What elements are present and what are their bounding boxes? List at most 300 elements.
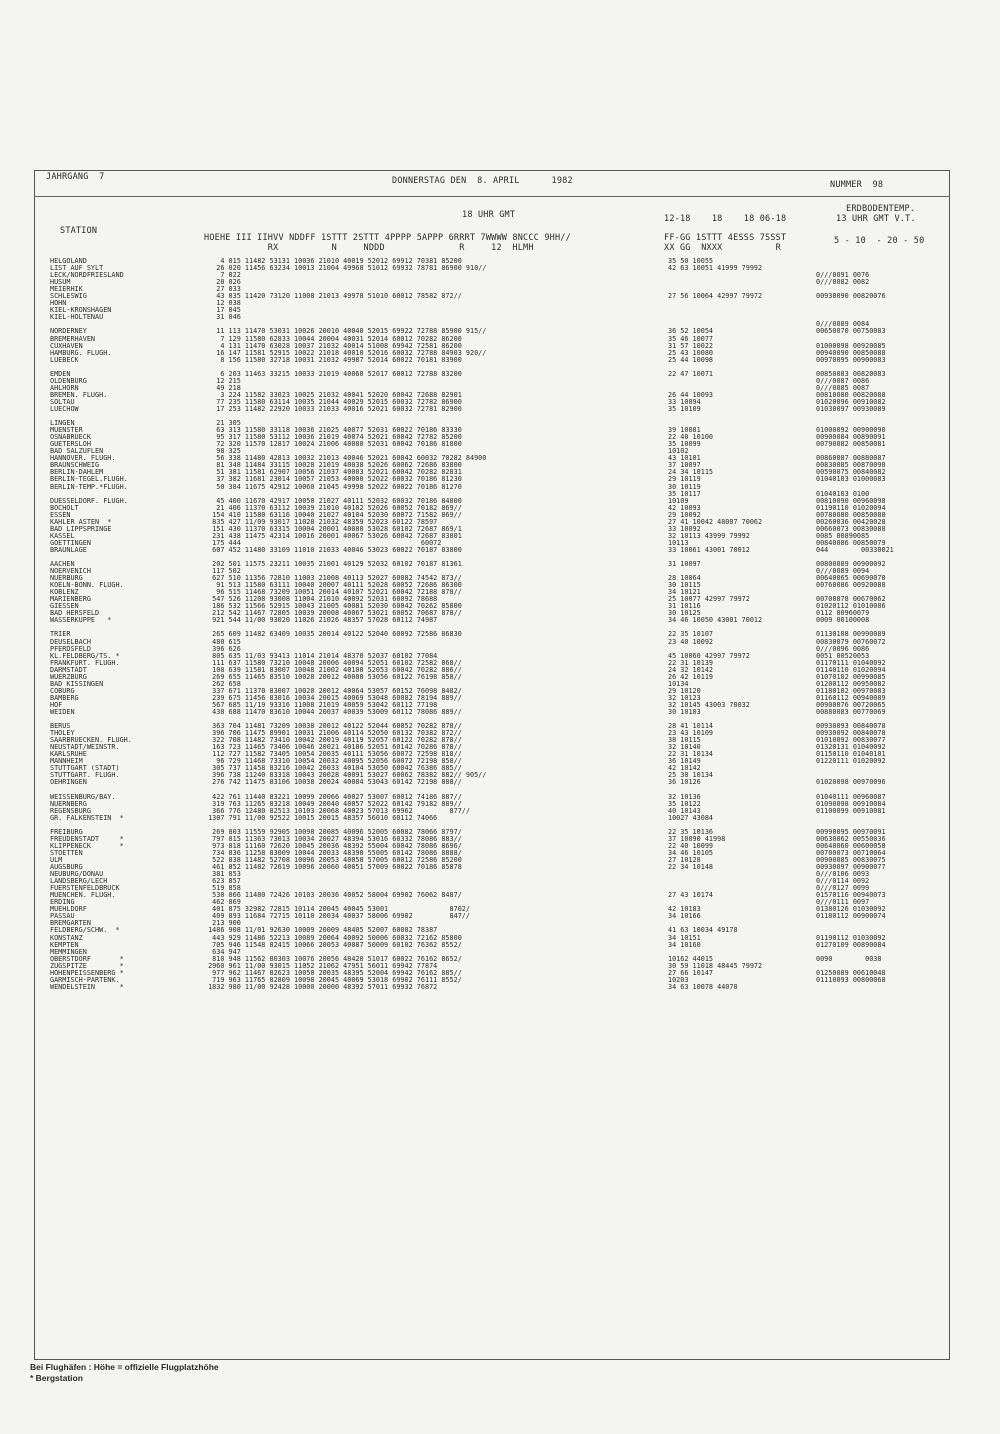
period-data: 29 10120 <box>668 687 701 695</box>
observation-codes: 8 156 11580 32718 10031 21032 49987 52014 60022 70181 83900 <box>204 356 462 364</box>
station-name: ULM <box>50 856 63 864</box>
observation-codes: 21 305 <box>204 420 241 428</box>
observation-codes: 45 400 11670 42917 10050 21027 40111 52032 60032 70186 84800 <box>204 497 462 505</box>
soil-temperatures: 0009 00100008 <box>816 617 870 625</box>
soil-temperatures: 00700078 00670062 <box>816 596 886 604</box>
soil-temperatures: 01020096 00910082 <box>816 398 886 406</box>
station-name: LANDSBERG/LECH <box>50 878 108 886</box>
station-name: NORDERNEY <box>50 328 87 336</box>
observation-codes: 1486 908 11/01 92630 10009 20009 48405 52007 60082 78387 <box>204 927 438 935</box>
period-data: 30 10119 <box>668 483 701 491</box>
observation-codes: 96 515 11468 73209 10051 20014 40107 52021 60042 72188 878// <box>204 589 462 597</box>
soil-temp-title: ERDBODENTEMP. <box>846 204 916 214</box>
period-data: 29 10119 <box>668 476 701 484</box>
station-name: DARMSTADT <box>50 666 87 674</box>
observation-codes: 95 317 11580 53112 10036 21019 40074 52021 60042 72782 85200 <box>204 434 462 442</box>
period-data <box>668 878 806 885</box>
soil-temperatures <box>816 772 944 779</box>
soil-temperatures: 01110093 00800068 <box>816 976 886 984</box>
station-name: BAD KISSINGEN <box>50 680 104 688</box>
observation-codes: 519 858 <box>204 885 241 893</box>
observation-codes: 111 637 11580 73210 10048 20006 40094 52051 60102 72582 868// <box>204 659 462 667</box>
soil-temperatures: 0085 00890085 <box>816 532 870 540</box>
period-data: 37 10090 41998 <box>668 835 726 843</box>
period-data: 30 10115 <box>668 582 701 590</box>
observation-codes: 117 502 <box>204 568 241 576</box>
period-data: 43 10101 <box>668 455 701 463</box>
observation-codes: 607 452 11480 33109 11010 21033 40046 53023 60022 70187 83800 <box>204 546 462 554</box>
observation-codes: 530 866 11480 72426 10103 20036 40052 58004 69902 76062 8487/ <box>204 892 462 900</box>
soil-temperatures: 01180112 00900074 <box>816 913 886 921</box>
observation-codes: 319 763 11265 83218 10049 20040 40057 52022 60142 79182 889// <box>204 800 462 808</box>
soil-temperatures: 00650070 00750083 <box>816 328 886 336</box>
observation-codes: 396 706 11475 89901 10031 21006 40114 52050 60132 70382 872// <box>204 730 462 738</box>
main-column-codes: HOEHE III IIHVV NDDFF 1STTT 2STTT 4PPPP 5APPP 6RRRT 7WWWW 8NCCC 9HH// <box>204 233 571 243</box>
soil-temperatures <box>816 300 944 307</box>
period-data: 35 46 10077 <box>668 335 714 343</box>
station-name: NEUBURG/DONAU <box>50 871 104 879</box>
period-data: 23 40 10092 <box>668 638 714 646</box>
soil-temperatures: 0///0114 0092 <box>816 878 870 886</box>
station-name: COBURG <box>50 687 75 695</box>
period-data: 24 34 10115 <box>668 469 714 477</box>
soil-temperatures <box>816 413 944 420</box>
observation-codes: 43 035 11420 73120 11008 21013 49978 51010 60012 78582 872// <box>204 293 462 301</box>
period-data <box>668 787 806 794</box>
soil-temperatures: 00900085 00830075 <box>816 856 886 864</box>
station-name: TRIER <box>50 631 71 639</box>
station-name <box>50 787 210 794</box>
soil-temperatures: 01220111 01020092 <box>816 758 886 766</box>
period-data: 34 10151 <box>668 934 701 942</box>
observation-codes <box>204 364 642 371</box>
soil-temperatures <box>816 258 944 265</box>
soil-temperatures: 01020112 01010086 <box>816 603 886 611</box>
soil-temperatures <box>816 920 944 927</box>
period-data: 10113 <box>668 539 689 547</box>
station-name: KIEL-HOLTENAU <box>50 314 104 322</box>
period-data: 27 41 10042 48007 70062 <box>668 518 763 526</box>
period-data: 10027 43084 <box>668 814 714 822</box>
period-data: 42 10183 <box>668 906 701 914</box>
soil-temperatures <box>816 286 944 293</box>
soil-temperatures: 01270109 00890084 <box>816 941 886 949</box>
period-data <box>668 885 806 892</box>
station-name: GOETTINGEN <box>50 539 91 547</box>
observation-codes: 2960 961 11/00 93015 11052 21062 47951 56011 69942 77874 <box>204 962 438 970</box>
observation-codes: 154 410 11580 63116 10040 21027 40104 52030 60072 71582 869// <box>204 511 462 519</box>
station-name: NUERNBERG <box>50 800 87 808</box>
station-name: STUTTGART. FLUGH. <box>50 772 120 780</box>
soil-temperatures: 01020098 00970096 <box>816 779 886 787</box>
observation-codes: 108 639 11581 83007 10048 21002 40100 52053 60042 70282 886// <box>204 666 462 674</box>
observation-codes <box>204 716 642 723</box>
soil-temperatures: 01040111 00960087 <box>816 793 886 801</box>
soil-temperatures: 00970095 00900083 <box>816 356 886 364</box>
station-name: GIESSEN <box>50 603 79 611</box>
soil-temperatures: 01170111 01040092 <box>816 659 886 667</box>
soil-temperatures: 01250089 00610048 <box>816 969 886 977</box>
period-data: 35 50 10055 <box>668 258 714 265</box>
soil-temperature-column <box>816 258 944 991</box>
period-data: 34 46 10050 43001 70012 <box>668 617 763 625</box>
station-name: AHLHORN <box>50 384 79 392</box>
station-name: KOELN-BONN. FLUGH. <box>50 582 124 590</box>
station-name: HOHN <box>50 300 67 308</box>
station-name: KLIPPENECK * <box>50 842 124 850</box>
period-data: 22 35 10136 <box>668 828 714 836</box>
observation-codes <box>204 787 642 794</box>
soil-temperatures: 01190112 01030092 <box>816 934 886 942</box>
soil-temperatures <box>816 265 944 272</box>
soil-temperatures: 00660073 00830088 <box>816 525 886 533</box>
station-name: KASSEL <box>50 532 75 540</box>
period-data: 35 10109 <box>668 405 701 413</box>
station-name: WASSERKUPPE * <box>50 617 112 625</box>
observation-codes: 705 946 11548 82415 10066 20053 40087 50009 60102 76362 8552/ <box>204 941 462 949</box>
station-name: NEUSTADT/WEINSTR. <box>50 744 120 752</box>
observation-codes: 17 045 <box>204 307 241 315</box>
period-data <box>668 624 806 631</box>
period-data <box>668 272 806 279</box>
observation-codes: 3 224 11582 33023 10025 21032 40041 52020 60042 72688 82901 <box>204 391 462 399</box>
observation-codes: 522 838 11482 52708 10096 20053 40058 57005 60012 72586 85200 <box>204 856 462 864</box>
station-name: HANNOVER. FLUGH. <box>50 455 116 463</box>
period-data: 27 43 10174 <box>668 892 714 900</box>
footnote-mountain-station: * Bergstation <box>30 1373 83 1383</box>
period-data: 23 43 10109 <box>668 730 714 738</box>
period-data: 36 52 10054 <box>668 328 714 336</box>
soil-temperatures: 00940090 00850088 <box>816 349 886 357</box>
observation-codes: 366 776 12480 82513 10103 20068 40023 57013 69962 877// <box>204 807 470 815</box>
observation-codes: 363 704 11481 73209 10038 20012 40122 52044 60052 70282 878// <box>204 723 462 731</box>
period-data: 42 10093 <box>668 504 701 512</box>
observation-codes: 16 147 11581 52915 10022 21018 40010 52016 60032 72788 84903 920// <box>204 349 487 357</box>
station-name: MEIERHIK <box>50 286 83 294</box>
soil-temperatures: 01140110 01020094 <box>816 666 886 674</box>
period-data: 25 44 10098 <box>668 356 714 364</box>
station-name: ZUGSPITZE * <box>50 962 124 970</box>
soil-temperatures: 01380126 01030092 <box>816 906 886 914</box>
observation-codes: 12 038 <box>204 300 241 308</box>
station-name: STUTTGART (STADT) <box>50 765 120 773</box>
observation-codes: 977 962 11467 82623 10050 20035 48395 52004 69942 76162 885// <box>204 969 462 977</box>
soil-temperatures: 0///0085 0087 <box>816 384 870 392</box>
period-data: 24 32 10142 <box>668 666 714 674</box>
period-data: 42 63 10051 41999 79992 <box>668 265 763 273</box>
station-name: OBERSTDORF * <box>50 955 124 963</box>
soil-temperatures <box>816 307 944 314</box>
period-data: 34 10166 <box>668 913 701 921</box>
period-data: 29 10092 <box>668 511 701 519</box>
station-name: GARMISCH-PARTENK. <box>50 976 120 984</box>
station-name: LINGEN <box>50 420 75 428</box>
soil-temperatures: 00840086 00850079 <box>816 539 886 547</box>
header-rule-top <box>34 196 950 197</box>
station-name: WUERZBURG <box>50 673 87 681</box>
period-data <box>668 279 806 286</box>
soil-temperatures <box>816 815 944 822</box>
station-name: OLDENBURG <box>50 377 87 385</box>
period-data: 35 10122 <box>668 800 701 808</box>
period-data: 33 10094 <box>668 398 701 406</box>
station-name: SCHLESWIG <box>50 293 87 301</box>
station-name: BREMGARTEN <box>50 920 91 928</box>
soil-temperatures: 00930092 00840078 <box>816 730 886 738</box>
period-data <box>668 949 806 956</box>
soil-temperatures: 00590075 00840082 <box>816 469 886 477</box>
soil-temperatures: 01070102 00990085 <box>816 673 886 681</box>
soil-temperatures: 01040103 0100 <box>816 490 870 498</box>
observation-codes: 262 658 <box>204 680 241 688</box>
period-data: 27 66 10147 <box>668 969 714 977</box>
station-name: EMDEN <box>50 370 71 378</box>
observation-codes: 213 900 <box>204 920 241 928</box>
station-name: WENDELSTEIN * <box>50 983 124 991</box>
observation-codes: 175 444 60072 <box>204 539 442 547</box>
soil-temperatures: 00900076 00720065 <box>816 701 886 709</box>
period-data: 35 10117 <box>668 490 701 498</box>
soil-temperatures: 00780080 00850088 <box>816 511 886 519</box>
soil-temperatures <box>816 624 944 631</box>
period-data: 25 43 10080 <box>668 349 714 357</box>
period-data <box>668 920 806 927</box>
station-name: WEISSENBURG/BAY. <box>50 793 116 801</box>
period-data: 31 10116 <box>668 603 701 611</box>
observation-codes: 56 338 11480 42813 10032 21013 40046 52021 60042 60032 70282 84900 <box>204 455 487 463</box>
station-name: HAMBURG. FLUGH. <box>50 349 112 357</box>
period-data: 28 41 10114 <box>668 723 714 731</box>
soil-temperatures: 00700073 00710064 <box>816 849 886 857</box>
soil-temperatures: 0///0089 0094 <box>816 568 870 576</box>
soil-temperatures: 0051 00520053 <box>816 652 870 660</box>
station-name: PASSAU <box>50 913 75 921</box>
soil-temperatures <box>816 314 944 321</box>
station-name <box>50 554 210 561</box>
observation-codes: 4 131 11470 63028 10037 21032 40014 51008 69942 72581 86200 <box>204 342 462 350</box>
observation-codes: 12 215 <box>204 377 241 385</box>
station-name: ERDING <box>50 899 75 907</box>
period-data <box>668 378 806 385</box>
observation-codes: 422 761 11440 83221 10099 20066 40027 53007 60012 74186 887// <box>204 793 462 801</box>
observation-codes: 734 836 11258 83009 10044 20033 48390 55005 60142 78086 8888/ <box>204 849 462 857</box>
period-data <box>668 286 806 293</box>
period-data: 10162 44015 <box>668 955 714 963</box>
station-name: MEMMINGEN <box>50 948 87 956</box>
station-name: FUERSTENFELDBRUCK <box>50 885 120 893</box>
observation-codes: 49 218 <box>204 384 241 392</box>
station-name: LIST AUF SYLT <box>50 265 104 273</box>
observation-codes: 163 723 11465 73406 10046 20021 40106 52051 60142 70286 878// <box>204 744 462 752</box>
station-name: NUERBURG <box>50 575 83 583</box>
period-data <box>668 822 806 829</box>
soil-temperatures <box>816 336 944 343</box>
station-name: FREIBURG <box>50 828 83 836</box>
period-data: 25 10077 42997 79972 <box>668 596 750 604</box>
observation-codes: 461 852 11482 72619 10096 20060 40051 57009 60022 70186 85878 <box>204 864 462 872</box>
observation-codes: 276 742 11475 83106 10038 20024 40084 53043 60142 72198 888// <box>204 779 462 787</box>
station-name: OEHRINGEN <box>50 779 87 787</box>
soil-temperatures: 00860087 00880087 <box>816 455 886 463</box>
soil-temperatures: 01030097 00930089 <box>816 405 886 413</box>
soil-temperatures: 0090 0038 <box>816 955 882 963</box>
period-data: 42 10142 <box>668 765 701 773</box>
station-name: MUEHLDORF <box>50 906 87 914</box>
observation-codes: 21 406 11370 63112 10039 21010 40102 52026 60052 70182 869// <box>204 504 462 512</box>
observation-codes: 98 325 <box>204 448 241 456</box>
footnote-airports: Bei Flughäfen : Höhe = offizielle Flugplatzhöhe <box>30 1362 219 1372</box>
soil-temperatures: 00830079 00760072 <box>816 638 886 646</box>
soil-temperatures: 00640060 00600058 <box>816 842 886 850</box>
period-data: 22 40 10100 <box>668 434 714 442</box>
station-name: BAMBERG <box>50 694 79 702</box>
station-name: THOLEY <box>50 730 75 738</box>
observation-codes: 462 869 <box>204 899 241 907</box>
period-data: 25 38 10134 <box>668 772 714 780</box>
soil-temperatures: 00810080 00820088 <box>816 391 886 399</box>
observation-codes: 7 129 11580 62833 10044 20004 40031 52014 60012 70282 86200 <box>204 335 462 343</box>
period-data: 34 46 10105 <box>668 849 714 857</box>
period-data: 35 10099 <box>668 441 701 449</box>
station-name <box>50 624 210 631</box>
station-name: LUEBECK <box>50 356 79 364</box>
station-name: BRAUNSCHWEIG <box>50 462 100 470</box>
station-name: FRANKFURT. FLUGH. <box>50 659 120 667</box>
observation-codes: 28 026 <box>204 279 241 287</box>
station-name: BOCHOLT <box>50 504 79 512</box>
station-name: PFERDSFELD <box>50 645 91 653</box>
soil-temperatures: 01000098 00920085 <box>816 342 886 350</box>
soil-temperatures: 01190110 01020094 <box>816 504 886 512</box>
station-name: GR. FALKENSTEIN * <box>50 814 124 822</box>
right-column-subcodes: XX GG NXXX R <box>664 243 781 253</box>
soil-temperatures: 01010092 00830077 <box>816 737 886 745</box>
period-data: 34 10121 <box>668 589 701 597</box>
soil-temperatures: 00760086 00920088 <box>816 582 886 590</box>
station-name: MUENSTER <box>50 427 83 435</box>
soil-temperatures <box>816 589 944 596</box>
station-name: STOETTEN <box>50 849 83 857</box>
period-data <box>668 314 806 321</box>
soil-temperatures: 01130108 00990089 <box>816 631 886 639</box>
observation-codes: 186 532 11566 52915 10043 21005 40081 52030 60042 70262 85800 <box>204 603 462 611</box>
observation-codes: 269 803 11559 92905 10098 20085 40096 52005 60082 78066 8797/ <box>204 828 462 836</box>
observation-codes: 567 685 11/19 93316 11008 21019 40059 53042 60112 77198 <box>204 701 438 709</box>
soil-temperatures: 0///0091 0076 <box>816 272 870 280</box>
period-data: 34 63 10078 44070 <box>668 983 738 991</box>
station-name: REGENSBURG <box>50 807 91 815</box>
observation-codes: 805 635 11/03 93413 11014 21014 48370 52037 60102 77084 <box>204 652 438 660</box>
soil-temperatures <box>816 420 944 427</box>
observation-codes: 63 313 11580 33118 10036 21025 40077 52031 60022 70186 83330 <box>204 427 462 435</box>
station-name: BAD SALZUFLEN <box>50 448 104 456</box>
period-data <box>668 321 806 328</box>
observation-codes: 7 022 <box>204 272 241 280</box>
period-data: 22 35 10107 <box>668 631 714 639</box>
period-data <box>668 413 806 420</box>
station-name: FELDBERG/SCHW. * <box>50 927 120 935</box>
station-name: HELGOLAND <box>50 258 87 265</box>
station-name: KONSTANZ <box>50 934 83 942</box>
time-label: 18 UHR GMT <box>462 210 516 220</box>
observation-codes: 11 113 11470 53031 10026 20010 40040 52015 69922 72788 85900 915// <box>204 328 487 336</box>
observation-codes: 50 384 11675 42912 10060 21045 49998 52022 60022 70186 81270 <box>204 483 462 491</box>
soil-temperatures: 00930093 00840078 <box>816 723 886 731</box>
right-column-codes: FF-GG 1STTT 4ESSS 7SSST <box>664 233 787 243</box>
station-name: BERUS <box>50 723 71 731</box>
station-name: BERLIN-TEGEL.FLUGH. <box>50 476 128 484</box>
period-data: 32 10113 43999 79992 <box>668 532 750 540</box>
station-name <box>50 364 210 371</box>
station-name: HOHENPEISSENBERG * <box>50 969 124 977</box>
period-data: 10102 <box>668 448 689 456</box>
period-data: 22 40 10099 <box>668 842 714 850</box>
period-data: 33 10061 43001 70012 <box>668 546 750 554</box>
station-name: LUECHOW <box>50 405 79 413</box>
period-data: 27 56 10064 42997 79972 <box>668 293 763 301</box>
soil-temperatures: 01040103 01000083 <box>816 476 886 484</box>
observation-codes: 1307 791 11/00 92522 10015 20015 48357 56010 60112 74066 <box>204 814 438 822</box>
soil-temperatures: 01090098 00910084 <box>816 800 886 808</box>
observation-codes: 381 853 <box>204 871 241 879</box>
observation-codes <box>204 624 642 631</box>
period-data <box>668 364 806 371</box>
observation-codes: 322 708 11482 73410 10042 20019 40119 52057 60122 70282 878// <box>204 737 462 745</box>
soil-temperatures: 0///0082 0082 <box>816 279 870 287</box>
period-data: 45 10060 42997 79972 <box>668 652 750 660</box>
soil-temperatures: 00880083 00770069 <box>816 709 886 716</box>
station-name: MUENCHEN. FLUGH. <box>50 892 116 900</box>
station-name <box>50 321 210 328</box>
observation-codes: 72 320 11570 12817 10024 21006 40080 52031 60042 70186 81800 <box>204 441 462 449</box>
soil-temperatures: 00630062 00550036 <box>816 835 886 843</box>
soil-temperatures: 01200112 00950082 <box>816 680 886 688</box>
period-data: 38 10115 <box>668 737 701 745</box>
observation-codes: 6 203 11463 33215 10033 21019 40060 52017 60012 72788 83200 <box>204 370 462 378</box>
observation-codes: 1832 980 11/00 92428 10000 20000 48392 57011 69932 76872 <box>204 983 438 991</box>
observation-codes: 77 235 11580 63114 10035 21044 40029 52015 60032 72782 86900 <box>204 398 462 406</box>
observation-codes: 396 626 <box>204 645 241 653</box>
soil-temperatures: 00640065 00690070 <box>816 575 886 583</box>
observation-codes: 51 381 11581 62907 10056 21037 40003 52021 60042 70282 82831 <box>204 469 462 477</box>
period-data: 27 10128 <box>668 856 701 864</box>
observation-codes: 112 727 11582 73405 10054 20035 40111 53056 60072 72598 818// <box>204 751 462 759</box>
period-data <box>668 646 806 653</box>
soil-temperatures: 0///0127 0099 <box>816 885 870 893</box>
soil-temperatures: 01180102 00970083 <box>816 687 886 695</box>
soil-temperatures: 00810090 00960098 <box>816 497 886 505</box>
observation-codes <box>204 822 642 829</box>
station-name: KAHLER ASTEN * <box>50 518 112 526</box>
soil-temperatures: 01570116 00940073 <box>816 892 886 900</box>
station-name <box>50 716 210 723</box>
soil-temperatures: 00790082 00850081 <box>816 441 886 449</box>
observation-codes: 202 501 11575 23211 10035 21001 40129 52032 60102 70187 81361 <box>204 561 462 569</box>
station-name: SAARBRUECKEN. FLUGH. <box>50 737 132 745</box>
period-data: 34 10160 <box>668 941 701 949</box>
soil-temperatures: 0///0089 0084 <box>816 321 870 329</box>
period-data: 31 57 10022 <box>668 342 714 350</box>
period-data: 30 10103 <box>668 709 701 716</box>
observation-codes: 921 544 11/00 93020 11026 21026 48357 57028 60112 74987 <box>204 617 438 625</box>
period-data: 28 10064 <box>668 575 701 583</box>
observation-codes: 337 671 11370 83007 10020 20012 40064 53057 60152 76098 8482/ <box>204 687 462 695</box>
observation-codes: 239 675 11456 83016 10034 20015 40069 53048 60082 78194 889// <box>204 694 462 702</box>
period-data: 30 59 11018 48445 79972 <box>668 962 763 970</box>
period-data <box>668 568 806 575</box>
soil-temperatures: 00930090 00820076 <box>816 293 886 301</box>
observation-codes: 81 348 11484 33115 10028 21019 40038 52026 60062 72686 83800 <box>204 462 462 470</box>
